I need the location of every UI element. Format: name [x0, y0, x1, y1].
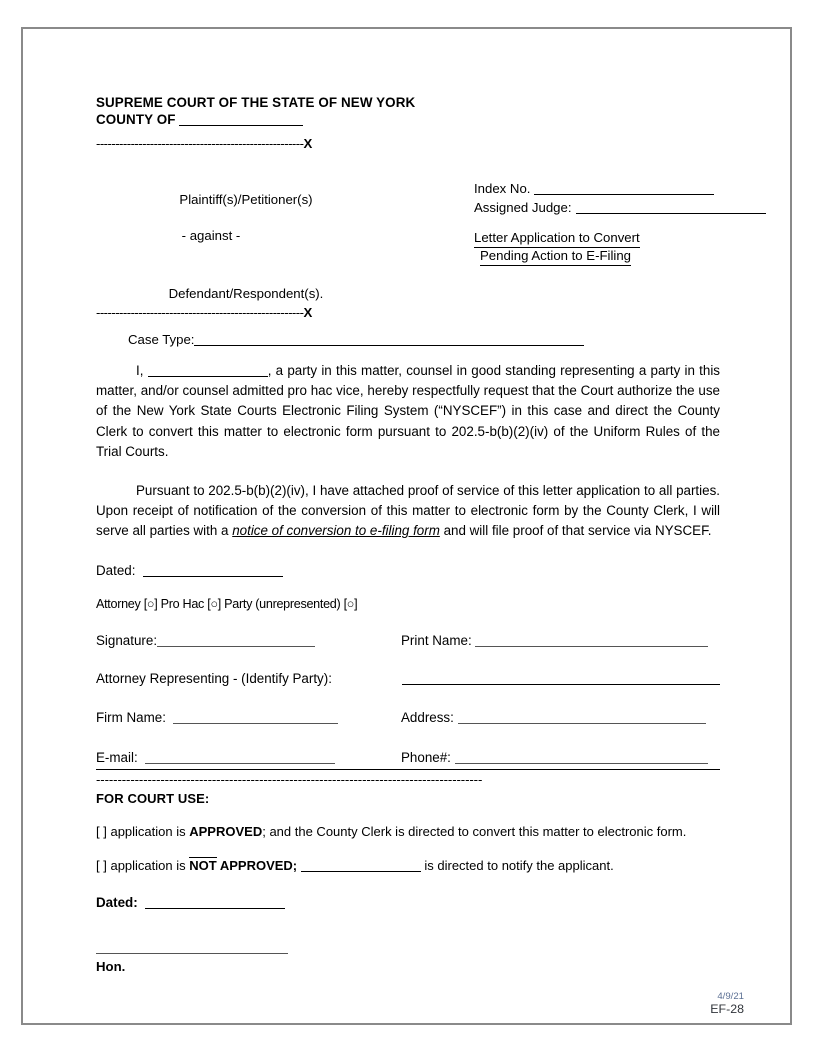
- pro-hac-label: Pro Hac: [160, 597, 205, 612]
- signature-row: [96, 634, 720, 647]
- not-approved-keyword-rest: APPROVED;: [216, 858, 298, 874]
- approved-checkbox[interactable]: [ ]: [96, 824, 107, 840]
- county-blank[interactable]: [179, 125, 303, 126]
- caption-bottom-dashes: ------------------------------------------------------: [96, 305, 304, 321]
- print-name-field: [401, 634, 708, 647]
- firm-name-label: Firm Name:: [96, 710, 166, 726]
- para2-text-pre: Pursuant to 202.5-b(b)(2)(iv), I have attached proof of service of this letter application to all parties. Upon receipt of notification of the conversion of this matter to electronic form by the County Clerk, I will serve all parties with a: [96, 482, 720, 539]
- email-phone-row: [96, 751, 720, 764]
- party-checkbox[interactable]: [○]: [343, 597, 358, 612]
- caption-top-dashes: ------------------------------------------------------: [96, 135, 304, 151]
- county-label: COUNTY OF: [96, 112, 176, 128]
- not-approved-pre-text: application is: [110, 858, 190, 874]
- not-approved-checkbox[interactable]: [ ]: [96, 858, 107, 874]
- revision-date: 4/9/21: [717, 991, 744, 1002]
- phone-label: Phone#:: [401, 749, 451, 765]
- address-label: Address:: [401, 710, 454, 726]
- para2-text-post: and will file proof of that service via NYSCEF.: [439, 523, 712, 539]
- approved-pre-text: application is: [110, 824, 190, 840]
- defendant-label: Defendant/Respondent(s).: [168, 286, 324, 302]
- para1-name-blank[interactable]: [148, 376, 268, 377]
- firm-address-row: [96, 711, 720, 724]
- print-name-blank[interactable]: [475, 646, 708, 647]
- attorney-representing-label: Attorney Representing - (Identify Party):: [96, 671, 332, 687]
- attorney-representing-row: [96, 672, 720, 685]
- hon-signature-rule[interactable]: [96, 953, 288, 954]
- role-checkbox-row: [96, 598, 720, 611]
- court-dated-blank[interactable]: [145, 908, 285, 909]
- against-label: - against -: [181, 228, 241, 244]
- right-column: [474, 182, 774, 266]
- address-blank[interactable]: [458, 723, 706, 724]
- court-title: SUPREME COURT OF THE STATE OF NEW YORK: [96, 95, 416, 110]
- caption-top-x: X: [303, 135, 313, 151]
- court-use-heading: FOR COURT USE:: [96, 791, 210, 807]
- dated-blank[interactable]: [143, 576, 283, 577]
- assigned-judge-blank[interactable]: [576, 213, 766, 214]
- print-name-label: Print Name:: [401, 632, 472, 648]
- form-code: EF-28: [710, 1001, 744, 1016]
- court-dated-label: Dated:: [96, 895, 138, 911]
- plaintiff-label: Plaintiff(s)/Petitioner(s): [179, 191, 313, 207]
- paragraph-2: [96, 481, 720, 542]
- case-type-row: [128, 333, 720, 346]
- not-approved-row: [96, 857, 720, 872]
- index-no-row: [474, 182, 774, 195]
- phone-blank[interactable]: [455, 763, 708, 764]
- document-content: [96, 95, 744, 1016]
- not-approved-notify-blank[interactable]: [301, 871, 421, 872]
- case-type-label: Case Type:: [128, 332, 195, 348]
- caption-block: [96, 136, 720, 324]
- party-label: Party (unrepresented): [224, 597, 341, 612]
- court-use-divider-dashes: ------------------------------------------------------------------------------------------: [96, 772, 483, 788]
- paragraph-1: [96, 361, 720, 463]
- attorney-label: Attorney: [96, 597, 141, 612]
- email-label: E-mail:: [96, 749, 138, 765]
- court-dated-row: [96, 896, 720, 909]
- caption-bottom-rule: [96, 305, 720, 323]
- signature-blank[interactable]: [157, 646, 315, 647]
- approved-row: [96, 825, 720, 838]
- dated-row: [96, 564, 720, 577]
- firm-name-blank[interactable]: [173, 723, 338, 724]
- address-field: [401, 711, 706, 724]
- hon-label-text: Hon.: [96, 958, 126, 974]
- phone-field: [401, 751, 708, 764]
- approved-keyword: APPROVED: [189, 824, 263, 840]
- not-approved-keyword-not: NOT: [189, 858, 217, 874]
- index-no-blank[interactable]: [534, 194, 714, 195]
- hon-label: [96, 960, 720, 973]
- county-line: [96, 113, 720, 126]
- form-title: [474, 230, 774, 266]
- pro-hac-checkbox[interactable]: [○]: [207, 597, 221, 612]
- form-title-line1: Letter Application to Convert: [474, 230, 640, 248]
- assigned-judge-row: [474, 201, 774, 214]
- attorney-representing-blank[interactable]: [402, 684, 720, 685]
- approved-post-text: ; and the County Clerk is directed to convert this matter to electronic form.: [262, 824, 687, 840]
- email-phone-underline: [96, 769, 720, 770]
- court-use-divider: [96, 772, 720, 790]
- caption-top-rule: [96, 136, 720, 154]
- form-title-line2: Pending Action to E-Filing: [480, 248, 631, 266]
- email-blank[interactable]: [145, 763, 335, 764]
- caption-bottom-x: X: [303, 305, 313, 321]
- para2-emphasis: notice of conversion to e-filing form: [232, 523, 440, 539]
- index-no-label: Index No.: [474, 180, 531, 196]
- case-type-blank[interactable]: [194, 345, 584, 346]
- attorney-representing-field: [402, 672, 720, 685]
- signature-label: Signature:: [96, 632, 158, 648]
- para1-text-pre: I,: [136, 362, 148, 378]
- dated-label: Dated:: [96, 562, 136, 578]
- assigned-judge-label: Assigned Judge:: [474, 200, 572, 216]
- para1-text-post: , a party in this matter, counsel in good standing representing a party in this matter, and/or counsel admitted pro hac vice, hereby respectfully request that the Court authorize the use of the New York State Courts Electronic Filing System (“NYSCEF”) in this case and direct the County Clerk to convert this matter to electronic form pursuant to 202.5-b(b)(2)(iv) of the Uniform Rules of the Trial Courts.: [96, 362, 720, 460]
- footer-stamp: [684, 992, 744, 1017]
- not-approved-post-text: is directed to notify the applicant.: [424, 858, 614, 874]
- attorney-checkbox[interactable]: [○]: [143, 597, 158, 612]
